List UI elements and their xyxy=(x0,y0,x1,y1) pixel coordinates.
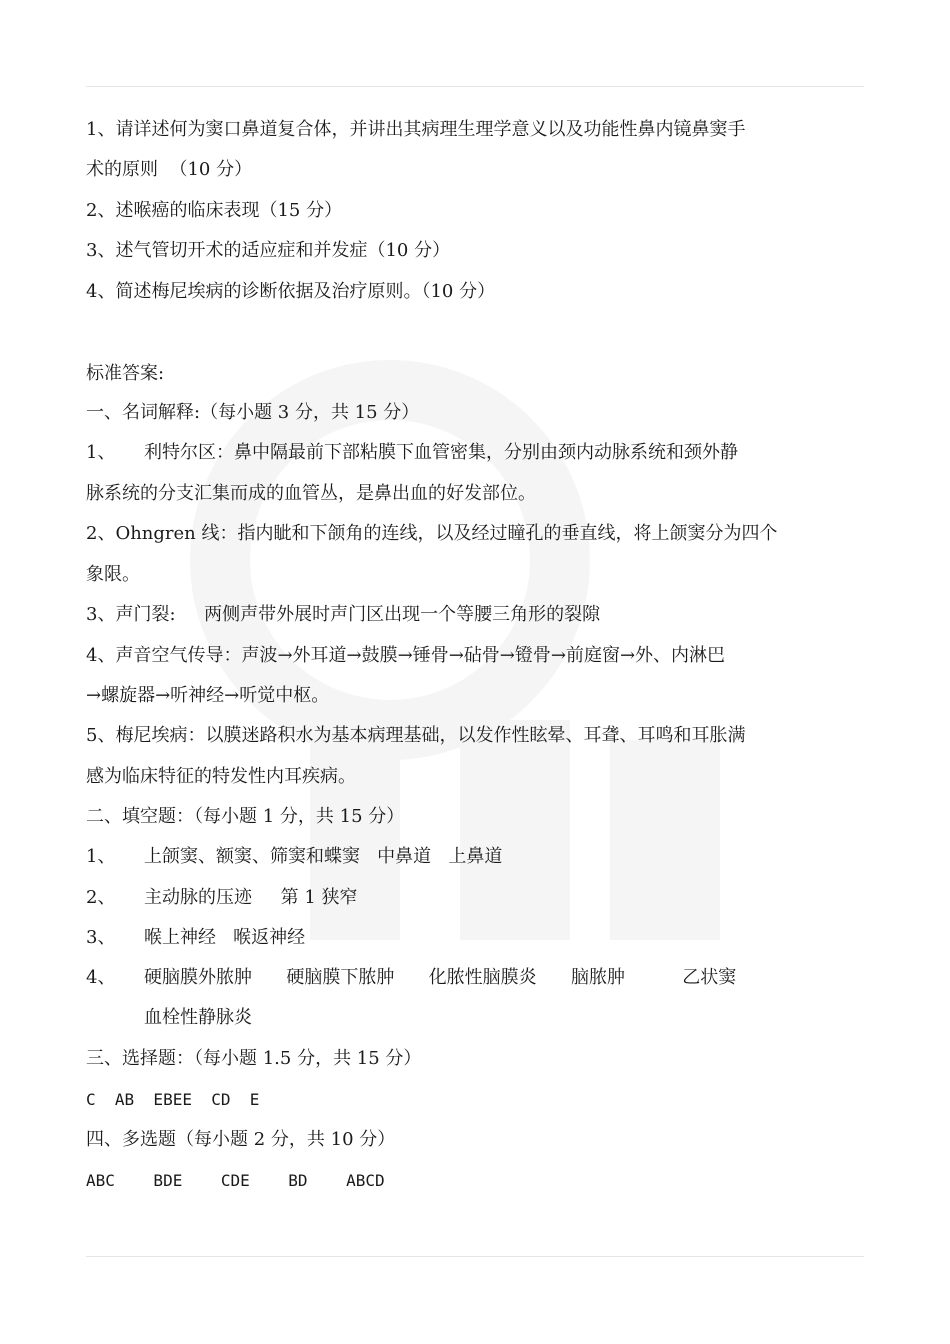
fill-2-number: 2、 xyxy=(86,887,116,908)
fill-3-number: 3、 xyxy=(86,927,116,948)
term-2-line-1: 2、Ohngren 线：指内眦和下颌角的连线，以及经过瞳孔的垂直线，将上颌窦分为四个 xyxy=(86,523,778,544)
answers-title: 标准答案: xyxy=(86,363,165,384)
fill-4-answer: 硬脑膜外脓肿 硬脑膜下脓肿 化脓性脑膜炎 脑脓肿 乙状窦 xyxy=(144,967,737,988)
term-3: 3、声门裂: 两侧声带外展时声门区出现一个等腰三角形的裂隙 xyxy=(86,604,601,625)
fill-2-answer: 主动脉的压迹 第 1 狭窄 xyxy=(144,887,358,908)
fill-4-answer-cont: 血栓性静脉炎 xyxy=(144,1007,252,1028)
term-2-line-2: 象限。 xyxy=(86,564,140,585)
section-4-answers: ABC BDE CDE BD ABCD xyxy=(86,1171,385,1190)
term-5-line-1: 5、梅尼埃病：以膜迷路积水为基本病理基础，以发作性眩晕、耳聋、耳鸣和耳胀满 xyxy=(86,725,746,746)
section-4-title: 四、多选题（每小题 2 分，共 10 分） xyxy=(86,1129,396,1150)
section-1-title: 一、名词解释:（每小题 3 分，共 15 分） xyxy=(86,402,420,423)
question-4: 4、简述梅尼埃病的诊断依据及治疗原则。（10 分） xyxy=(86,281,496,302)
fill-3-answer: 喉上神经 喉返神经 xyxy=(144,927,306,948)
term-5-line-2: 感为临床特征的特发性内耳疾病。 xyxy=(86,766,356,787)
question-3: 3、述气管切开术的适应症和并发症（10 分） xyxy=(86,240,451,261)
question-1-line-2: 术的原则 （10 分） xyxy=(86,159,253,180)
term-4-line-2: →螺旋器→听神经→听觉中枢。 xyxy=(86,685,330,706)
section-3-answers: C AB EBEE CD E xyxy=(86,1090,260,1109)
term-4-line-1: 4、声音空气传导：声波→外耳道→鼓膜→锤骨→砧骨→镫骨→前庭窗→外、内淋巴 xyxy=(86,645,726,666)
term-1-line-1: 1、 利特尔区：鼻中隔最前下部粘膜下血管密集，分别由颈内动脉系统和颈外静 xyxy=(86,442,739,463)
term-1-line-2: 脉系统的分支汇集而成的血管丛，是鼻出血的好发部位。 xyxy=(86,483,536,504)
fill-1-number: 1、 xyxy=(86,846,116,867)
fill-1-answer: 上颌窦、额窦、筛窦和蝶窦 中鼻道 上鼻道 xyxy=(144,846,503,867)
header-rule xyxy=(86,86,864,87)
section-3-title: 三、选择题：（每小题 1.5 分，共 15 分） xyxy=(86,1048,422,1069)
section-2-title: 二、填空题：（每小题 1 分，共 15 分） xyxy=(86,806,405,827)
fill-4-number: 4、 xyxy=(86,967,116,988)
question-2: 2、述喉癌的临床表现（15 分） xyxy=(86,200,343,221)
footer-rule xyxy=(86,1256,864,1257)
question-1-line-1: 1、请详述何为窦口鼻道复合体，并讲出其病理生理学意义以及功能性鼻内镜鼻窦手 xyxy=(86,119,746,140)
